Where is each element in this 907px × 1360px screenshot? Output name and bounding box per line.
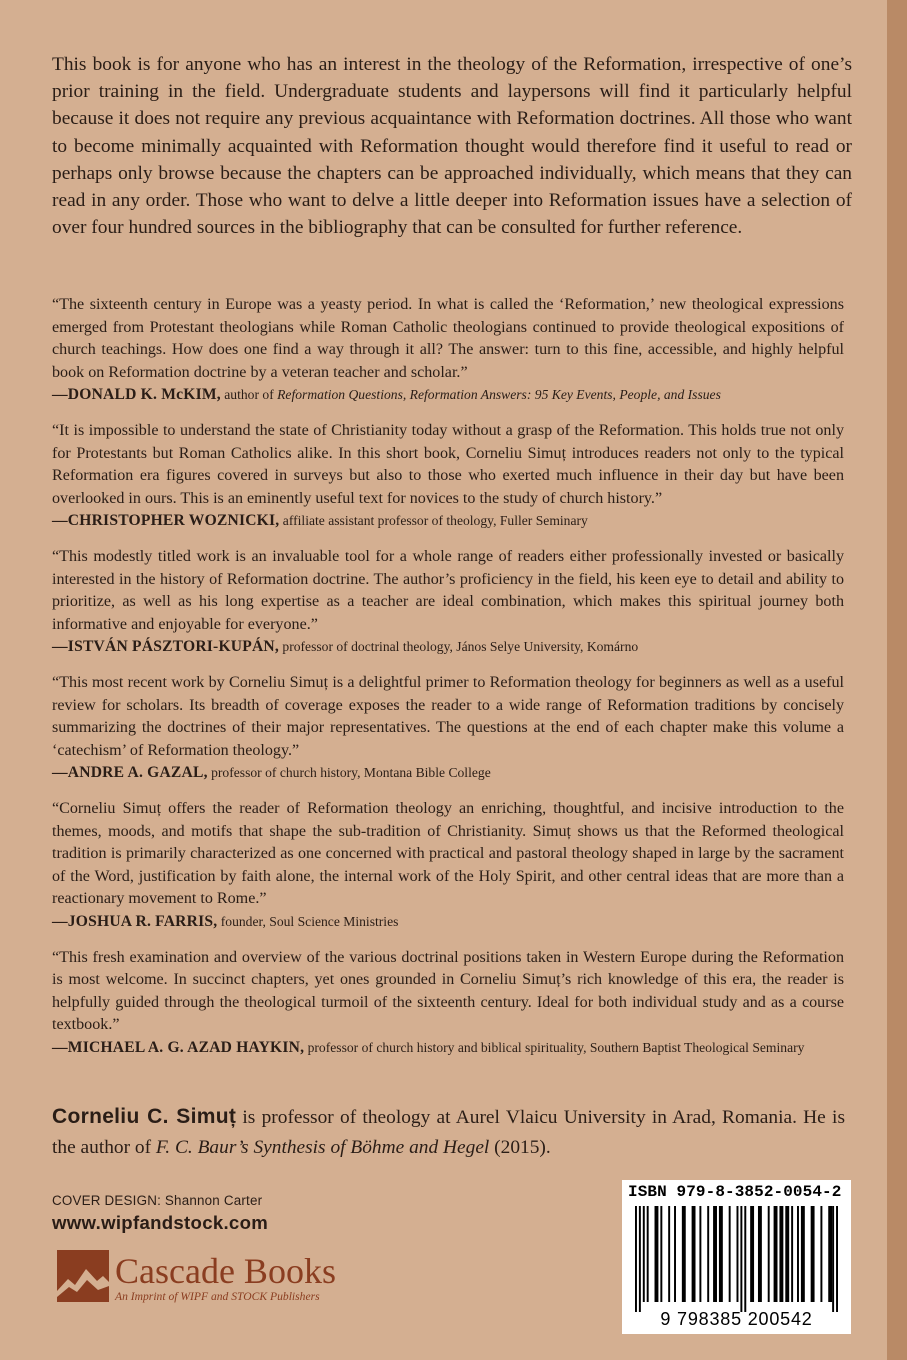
- endorsement: [52, 420, 844, 532]
- author-bio-text: is professor of theology at Aurel Vlaicu University in Arad, Romania. He is the author of: [52, 1107, 845, 1158]
- barcode-bar: [750, 1206, 754, 1302]
- isbn-label: ISBN 979-8-3852-0054-2: [628, 1183, 842, 1201]
- barcode-bar: [828, 1206, 832, 1302]
- barcode-bar: [801, 1206, 805, 1302]
- barcode-bar: [635, 1206, 637, 1312]
- author-name: Corneliu C. Simuț: [52, 1105, 237, 1128]
- barcode-bar: [655, 1206, 659, 1302]
- barcode-bar: [811, 1206, 815, 1302]
- publisher-name: Cascade Books: [115, 1251, 336, 1291]
- barcode-bar: [744, 1206, 746, 1312]
- barcode-bar: [674, 1206, 676, 1302]
- endorsement: [52, 546, 844, 658]
- barcode-bar: [719, 1206, 723, 1302]
- author-book-title: F. C. Baur’s Synthesis of Böhme and Hegel: [155, 1137, 490, 1158]
- endorsement-quote: “This fresh examination and overview of the various doctrinal positions taken in Western Europe during the Reformation is most welcome. In succinct chapters, yet ones grounded in Corneliu Simuț’s rich knowledge of this era, the reader is helpfully guided through the theological turmoil of the sixteenth century. Ideal for both individual study and as a course textbook.”: [52, 948, 844, 1033]
- endorsement-attribution: [52, 762, 844, 784]
- author-bio: [52, 1102, 845, 1163]
- mountain-icon: [57, 1250, 109, 1302]
- endorsement-quote: “The sixteenth century in Europe was a yeasty period. In what is called the ‘Reformation,’ new theological expressions emerged from Protestant theologians while Roman Catholic theologians continued to provide theological expositions of church teachings. How does one find a way through it all? The answer: turn to this fine, accessible, and highly helpful book on Reformation doctrine by a veteran teacher and scholar.”: [52, 296, 844, 381]
- spine-edge-strip: [887, 0, 907, 1360]
- barcode-bar: [713, 1206, 717, 1302]
- endorsement-attribution: [52, 636, 844, 658]
- barcode-bar: [785, 1206, 789, 1302]
- endorser-role: [224, 387, 721, 402]
- publisher-tagline: An Imprint of WIPF and STOCK Publishers: [115, 1290, 320, 1303]
- book-description: This book is for anyone who has an interest in the theology of the Reformation, irrespective of one’s prior training in the field. Undergraduate students and laypersons will find it particularly helpful because it does not require any previous acquaintance with Reformation doctrines. All those who want to become minimally acquainted with Reformation thought would therefore find it useful to read or perhaps only browse because the chapters can be approached individually, which means that they can read in any order. Those who want to delve a little deeper into Reformation issues have a selection of over four hundred sources in the bibliography that can be consulted for further reference.: [52, 54, 852, 239]
- barcode-bar: [668, 1206, 670, 1302]
- barcode-bar: [768, 1206, 770, 1302]
- barcode-bar: [737, 1206, 739, 1302]
- barcode-bar: [699, 1206, 701, 1302]
- endorsement-quote: “Corneliu Simuț offers the reader of Reformation theology an enriching, thoughtful, and incisive introduction to the themes, moods, and motifs that shape the sub-tradition of Christianity. Simuț shows us that the Reformed theological tradition is primarily characterized as one concerned with practical and pastoral theology shaped in large by the sacrament of the Word, justification by faith alone, the internal work of the Holy Spirit, and other central ideas that are more than a reactionary movement to Rome.”: [52, 800, 844, 907]
- endorser-role: professor of doctrinal theology, János Selye University, Komárno: [282, 639, 639, 654]
- cover-design-credit: COVER DESIGN: Shannon Carter: [52, 1193, 263, 1208]
- endorser-role: affiliate assistant professor of theology, Fuller Seminary: [282, 513, 588, 528]
- barcode-bar: [758, 1206, 762, 1302]
- endorsement: [52, 672, 844, 784]
- barcode-bar: [639, 1206, 641, 1312]
- barcode-bar: [779, 1206, 783, 1302]
- barcode-bar: [797, 1206, 799, 1302]
- barcode-bar: [682, 1206, 686, 1302]
- endorser-name: — MICHAEL A. G. AZAD HAYKIN,: [52, 1039, 304, 1056]
- endorser-role: professor of church history, Montana Bible College: [211, 765, 491, 780]
- barcode-bar: [740, 1206, 742, 1312]
- barcode-bar: [774, 1206, 778, 1302]
- credits: [52, 1192, 268, 1236]
- barcode-bar: [820, 1206, 822, 1302]
- endorsement-quote: “It is impossible to understand the state of Christianity today without a grasp of the Reformation. This holds true not only for Protestants but Roman Catholics alike. In this short book, Corneliu Simuț introduces readers not only to the typical Reformation era figures covered in surveys but also to those who exerted much influence in their day but have been overlooked in ours. This is an eminently useful text for novices to the study of church history.”: [52, 422, 844, 507]
- barcode-bar: [660, 1206, 662, 1302]
- endorser-name: — CHRISTOPHER WOZNICKI,: [52, 512, 279, 529]
- endorsement-quote: “This modestly titled work is an invaluable tool for a whole range of readers either professionally invested or basically interested in the history of Reformation doctrine. The author’s proficiency in the field, his keen eye to detail and ability to prioritize, as well as his long expertise as a teacher are ideal combination, which makes this spiritual journey both informative and enjoyable for everyone.”: [52, 548, 844, 633]
- endorser-role: founder, Soul Science Ministries: [220, 913, 399, 929]
- endorser-name: — JOSHUA R. FARRIS,: [52, 913, 217, 930]
- barcode-bar: [836, 1206, 838, 1312]
- barcode-bar: [729, 1206, 731, 1302]
- endorser-role-text: author of: [224, 387, 274, 402]
- endorser-name: — DONALD K. McKIM,: [52, 386, 221, 403]
- endorsement: [52, 798, 844, 933]
- endorsement: [52, 947, 844, 1059]
- isbn-barcode: [622, 1180, 851, 1334]
- barcode-bar: [832, 1206, 834, 1312]
- barcode-bar: [692, 1206, 696, 1302]
- barcode-bar: [643, 1206, 645, 1302]
- endorsement-attribution: [52, 911, 844, 933]
- barcode-bar: [791, 1206, 793, 1302]
- endorsement: [52, 294, 844, 406]
- author-bio-year: (2015).: [489, 1137, 551, 1158]
- publisher-website[interactable]: www.wipfandstock.com: [52, 1212, 269, 1233]
- barcode-digits: 9 798385 200542: [660, 1309, 813, 1329]
- endorser-book-title: Reformation Questions, Reformation Answers: 95 Key Events, People, and Issues: [277, 387, 721, 402]
- publisher-logo: [57, 1250, 387, 1310]
- barcode-bars: [634, 1206, 839, 1312]
- endorsements-section: [52, 294, 844, 1073]
- endorsement-attribution: [52, 384, 844, 406]
- endorsement-attribution: [52, 1037, 844, 1059]
- endorsement-quote: “This most recent work by Corneliu Simuț is a delightful primer to Reformation theology for beginners as well as a useful review for scholars. Its breadth of coverage exposes the reader to a wide range of Reformation traditions by concisely summarizing the doctrines of their major representatives. The questions at the end of each chapter make this volume a ‘catechism’ of Reformation theology.”: [52, 674, 844, 759]
- endorser-name: — ISTVÁN PÁSZTORI-KUPÁN,: [52, 638, 279, 655]
- endorsement-attribution: [52, 510, 844, 532]
- endorser-name: — ANDRE A. GAZAL,: [52, 764, 208, 781]
- barcode-bar: [647, 1206, 649, 1302]
- endorser-role: professor of church history and biblical spirituality, Southern Baptist Theological Seminary: [307, 1039, 805, 1055]
- barcode-bar: [707, 1206, 709, 1302]
